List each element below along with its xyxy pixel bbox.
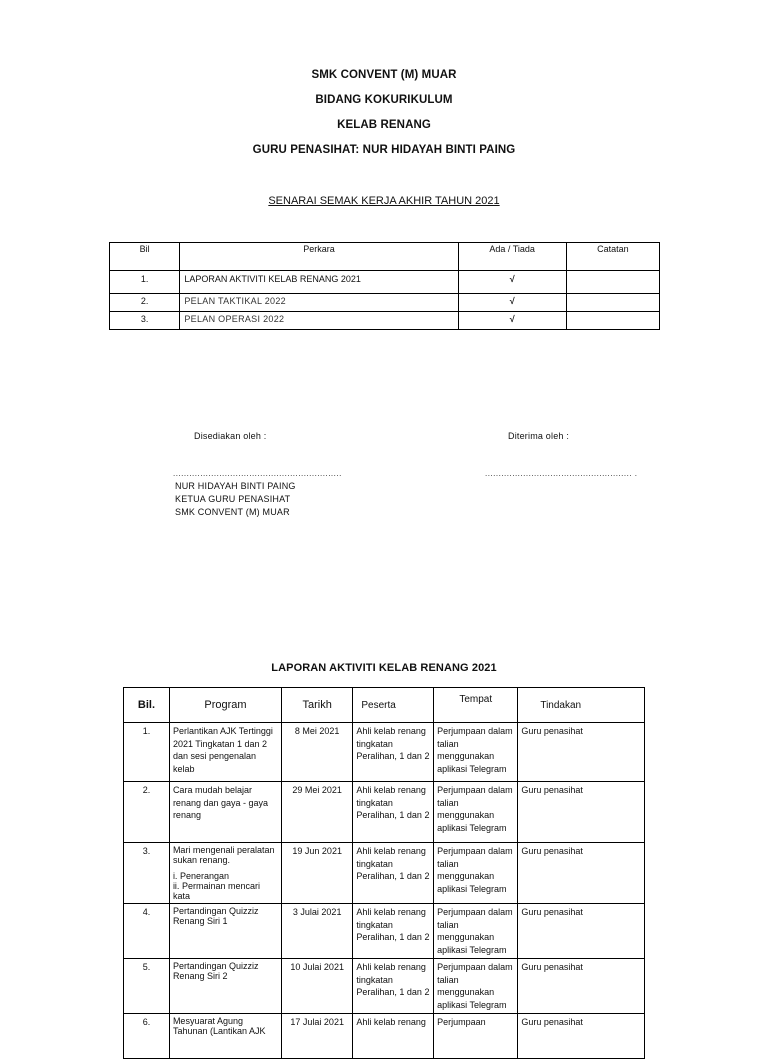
row-perkara: LAPORAN AKTIVITI KELAB RENANG 2021 xyxy=(180,271,458,294)
report-tarikh: 10 Julai 2021 xyxy=(281,959,352,1014)
report-tarikh: 17 Julai 2021 xyxy=(281,1014,352,1059)
header-perkara: Perkara xyxy=(180,243,458,271)
report-tempat: Perjumpaan dalam talian menggunakan aplikasi Telegram xyxy=(434,904,518,959)
department-name: BIDANG KOKURIKULUM xyxy=(315,94,453,106)
header-program: Program xyxy=(169,688,281,723)
checklist-table xyxy=(109,242,660,330)
report-row xyxy=(124,843,645,904)
row-catatan xyxy=(566,294,659,312)
header-tindakan: Tindakan xyxy=(518,688,645,723)
report-tindakan: Guru penasihat xyxy=(518,723,645,782)
row-perkara: PELAN OPERASI 2022 xyxy=(180,312,458,330)
report-tindakan: Guru penasihat xyxy=(518,843,645,904)
report-row xyxy=(124,782,645,843)
received-signature-line: ...................................................... . xyxy=(485,469,638,478)
program-text: Mari mengenali peralatan sukan renang. xyxy=(172,845,275,865)
row-catatan xyxy=(566,271,659,294)
prepared-by-label: Disediakan oleh : xyxy=(194,431,267,441)
club-name: KELAB RENANG xyxy=(337,119,431,131)
report-tindakan: Guru penasihat xyxy=(518,782,645,843)
report-row xyxy=(124,723,645,782)
report-bil: 1. xyxy=(124,723,170,782)
report-tempat: Perjumpaan dalam talian menggunakan aplikasi Telegram xyxy=(434,843,518,904)
report-tempat: Perjumpaan xyxy=(434,1014,518,1059)
row-bil: 3. xyxy=(110,312,180,330)
prepared-signature-line: .............................................................. xyxy=(173,469,342,478)
report-tempat: Perjumpaan dalam talian menggunakan aplikasi Telegram xyxy=(434,782,518,843)
row-ada-check: √ xyxy=(458,312,566,330)
checklist-title: SENARAI SEMAK KERJA AKHIR TAHUN 2021 xyxy=(268,195,500,207)
row-perkara: PELAN TAKTIKAL 2022 xyxy=(180,294,458,312)
checklist-header-row xyxy=(110,243,660,271)
report-program: Perlantikan AJK Tertinggi 2021 Tingkatan 1 dan 2 dan sesi pengenalan kelab xyxy=(169,723,281,782)
report-bil: 3. xyxy=(124,843,170,904)
report-tempat: Perjumpaan dalam talian menggunakan aplikasi Telegram xyxy=(434,959,518,1014)
report-row xyxy=(124,904,645,959)
report-row xyxy=(124,1014,645,1059)
row-catatan xyxy=(566,312,659,330)
report-tindakan: Guru penasihat xyxy=(518,904,645,959)
row-bil: 1. xyxy=(110,271,180,294)
checklist-row xyxy=(110,271,660,294)
report-tempat: Perjumpaan dalam talian menggunakan aplikasi Telegram xyxy=(434,723,518,782)
activity-report-table xyxy=(123,687,645,1059)
report-bil: 4. xyxy=(124,904,170,959)
report-program: Pertandingan Quizziz Renang Siri 1 xyxy=(169,904,281,959)
report-bil: 2. xyxy=(124,782,170,843)
header-bil: Bil xyxy=(110,243,180,271)
report-peserta: Ahli kelab renang tingkatan Peralihan, 1 dan 2 xyxy=(353,782,434,843)
school-name: SMK CONVENT (M) MUAR xyxy=(311,69,457,81)
report-tindakan: Guru penasihat xyxy=(518,959,645,1014)
report-peserta: Ahli kelab renang tingkatan Peralihan, 1 dan 2 xyxy=(353,723,434,782)
program-subitem: i. Penerangan xyxy=(172,871,229,881)
header-ada-tiada: Ada / Tiada xyxy=(458,243,566,271)
advisor-line: GURU PENASIHAT: NUR HIDAYAH BINTI PAING xyxy=(252,144,516,156)
row-ada-check: √ xyxy=(458,271,566,294)
checklist-row xyxy=(110,312,660,330)
signer-school: SMK CONVENT (M) MUAR xyxy=(175,507,290,517)
report-peserta: Ahli kelab renang tingkatan Peralihan, 1 dan 2 xyxy=(353,959,434,1014)
report-program: Cara mudah belajar renang dan gaya - gaya renang xyxy=(169,782,281,843)
received-by-label: Diterima oleh : xyxy=(508,431,570,441)
report-tarikh: 3 Julai 2021 xyxy=(281,904,352,959)
header-catatan: Catatan xyxy=(566,243,659,271)
report-tindakan: Guru penasihat xyxy=(518,1014,645,1059)
report-row xyxy=(124,959,645,1014)
checklist-row xyxy=(110,294,660,312)
row-bil: 2. xyxy=(110,294,180,312)
report-bil: 6. xyxy=(124,1014,170,1059)
report-title: LAPORAN AKTIVITI KELAB RENANG 2021 xyxy=(271,662,497,674)
report-tarikh: 8 Mei 2021 xyxy=(281,723,352,782)
header-tarikh: Tarikh xyxy=(281,688,352,723)
report-tarikh: 29 Mei 2021 xyxy=(281,782,352,843)
report-program: Pertandingan Quizziz Renang Siri 2 xyxy=(169,959,281,1014)
header-bil: Bil. xyxy=(124,688,170,723)
report-program xyxy=(169,843,281,904)
report-peserta: Ahli kelab renang tingkatan Peralihan, 1 dan 2 xyxy=(353,904,434,959)
signer-position: KETUA GURU PENASIHAT xyxy=(175,494,291,504)
row-ada-check: √ xyxy=(458,294,566,312)
report-bil: 5. xyxy=(124,959,170,1014)
report-peserta: Ahli kelab renang xyxy=(353,1014,434,1059)
program-subitem: ii. Permainan mencari kata xyxy=(172,881,260,901)
report-header-row xyxy=(124,688,645,723)
report-peserta: Ahli kelab renang tingkatan Peralihan, 1 dan 2 xyxy=(353,843,434,904)
header-tempat: Tempat xyxy=(434,688,518,723)
header-peserta: Peserta xyxy=(353,688,434,723)
report-program: Mesyuarat Agung Tahunan (Lantikan AJK xyxy=(169,1014,281,1059)
report-tarikh: 19 Jun 2021 xyxy=(281,843,352,904)
signer-name: NUR HIDAYAH BINTI PAING xyxy=(175,481,296,491)
